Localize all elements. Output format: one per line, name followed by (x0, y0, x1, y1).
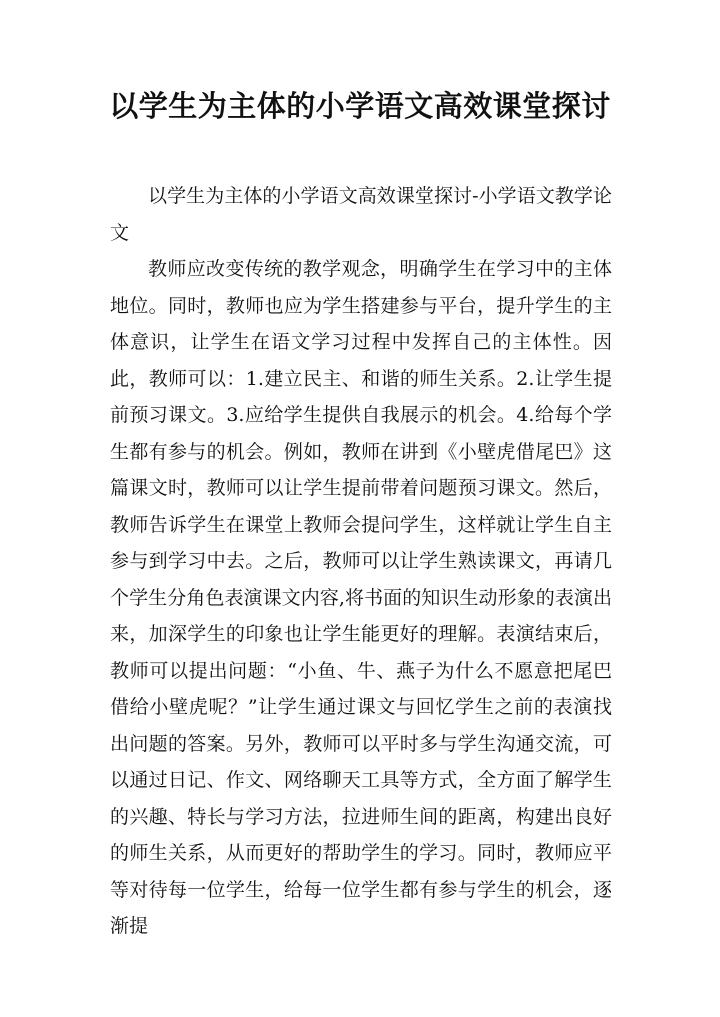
paragraph-main: 教师应改变传统的教学观念，明确学生在学习中的主体地位。同时，教师也应为学生搭建参与平台，提升学生的主体意识，让学生在语文学习过程中发挥自己的主体性。因此，教师可以：1.建立民主、和谐的师生关系。2.让学生提前预习课文。3.应给学生提供自我展示的机会。4.给每个学生都有参与的机会。例如，教师在讲到《小壁虎借尾巴》这篇课文时，教师可以让学生提前带着问题预习课文。然后，教师告诉学生在课堂上教师会提问学生，这样就让学生自主参与到学习中去。之后，教师可以让学生熟读课文，再请几个学生分角色表演课文内容,将书面的知识生动形象的表演出来，加深学生的印象也让学生能更好的理解。表演结束后，教师可以提出问题：“小鱼、牛、燕子为什么不愿意把尾巴借给小壁虎呢？”让学生通过课文与回忆学生之前的表演找出问题的答案。另外，教师可以平时多与学生沟通交流，可以通过日记、作文、网络聊天工具等方式，全方面了解学生的兴趣、特长与学习方法，拉进师生间的距离，构建出良好的师生关系，从而更好的帮助学生的学习。同时，教师应平等对待每一位学生，给每一位学生都有参与学生的机会，逐渐提 (110, 258, 612, 937)
document-title: 以学生为主体的小学语文高效课堂探讨 (109, 89, 611, 123)
paragraph-intro: 以学生为主体的小学语文高效课堂探讨-小学语文教学论文 (110, 185, 612, 244)
document-body (110, 178, 612, 945)
